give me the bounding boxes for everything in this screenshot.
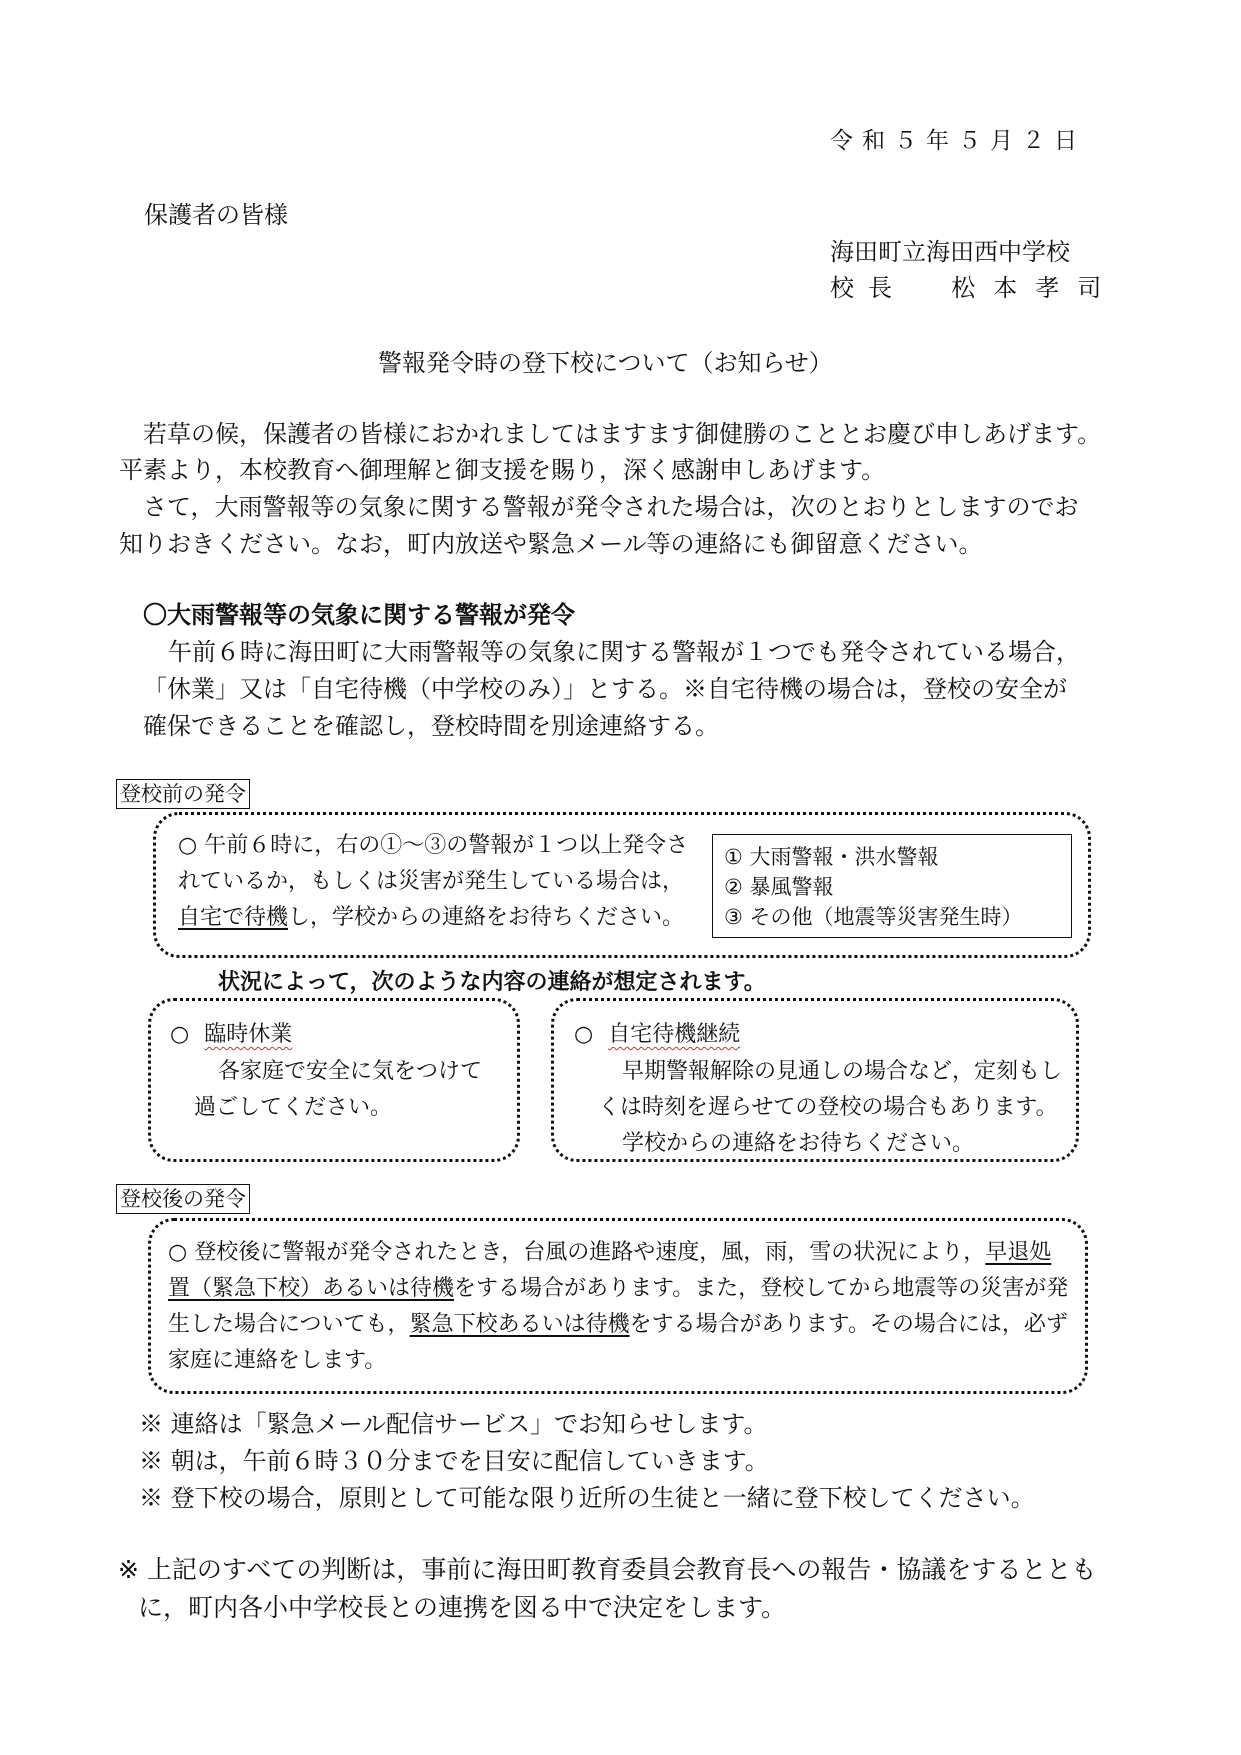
greeting-line-1: 若草の候，保護者の皆様におかれましてはますます御健勝のこととお慶び申しあげます。 [143,420,1102,448]
closure-title-text: 臨時休業 [204,1022,293,1047]
standby-marker: ○ [574,1022,594,1047]
after-school-label: 登校後の発令 [116,1184,250,1214]
document-date: 令和５年５月２日 [830,128,1086,154]
note-1: ※ 連絡は「緊急メール配信サービス」でお知らせします。 [139,1410,768,1438]
closure-line-1: 各家庭で安全に気をつけて [218,1059,483,1084]
note-2: ※ 朝は，午前６時３０分までを目安に配信していきます。 [139,1447,769,1475]
final-note-line-2: に，町内各小中学校長との連携を図る中で決定をします。 [138,1593,787,1622]
sender-principal [830,268,1119,303]
note-3: ※ 登下校の場合，原則として可能な限り近所の生徒と一緒に登下校してください。 [139,1484,1035,1512]
after-school-line-2-text: をする場合があります。また，登校してから地震等の災害が発 [454,1276,1069,1301]
section-heading: 〇大雨警報等の気象に関する警報が発令 [143,601,575,629]
recipient: 保護者の皆様 [144,201,288,229]
closure-title [170,1017,292,1048]
final-note-line-1: ※ 上記のすべての判断は，事前に海田町教育委員会教育長への報告・協議をするととも [118,1555,1097,1584]
standby-title-text: 自宅待機継続 [608,1022,741,1047]
section-line-1: 午前６時に海田町に大雨警報等の気象に関する警報が１つでも発令されている場合， [168,638,1080,666]
closure-marker: ○ [170,1022,190,1047]
warning-item-2: ② 暴風警報 [724,875,834,899]
sender-school: 海田町立海田西中学校 [830,238,1070,266]
after-school-line-2 [168,1271,1068,1302]
after-school-line-2-underlined: 置（緊急下校）あるいは待機 [168,1276,455,1301]
after-school-line-1 [168,1235,1051,1266]
greeting-line-4: 知りおきください。なお，町内放送や緊急メール等の連絡にも御留意ください。 [119,530,983,558]
standby-line-2: くは時刻を遅らせての登校の場合もあります。 [598,1095,1058,1120]
after-school-line-1-text: ○ 登校後に警報が発令されたとき，台風の進路や速度，風，雨，雪の状況により， [168,1240,986,1265]
before-school-line-3 [178,900,684,931]
before-school-label: 登校前の発令 [116,779,250,809]
warning-item-3: ③ その他（地震等災害発生時） [724,905,1023,929]
principal-title: 校長 [830,274,906,302]
before-school-line-3-rest: し，学校からの連絡をお待ちください。 [288,905,685,930]
standby-line-1: 早期警報解除の見通しの場合など，定刻もし [622,1059,1063,1084]
after-school-line-3-text-b: をする場合があります。その場合には，必ず [629,1312,1068,1337]
closure-line-2: 過ごしてください。 [194,1095,393,1120]
warning-item-1: ① 大雨警報・洪水警報 [724,845,939,869]
before-school-line-2: れているか，もしくは災害が発生している場合は， [178,869,685,894]
standby-title [574,1017,740,1048]
stay-home-underlined: 自宅で待機 [178,905,289,930]
situation-text: 状況によって，次のような内容の連絡が想定されます。 [218,970,766,995]
after-school-line-1-underlined: 早退処 [985,1240,1052,1265]
section-line-2: 「休業」又は「自宅待機（中学校のみ）」とする。※自宅待機の場合は，登校の安全が [143,675,1067,703]
greeting-line-3: さて，大雨警報等の気象に関する警報が発令された場合は，次のとおりとしますのでお [143,493,1079,521]
after-school-line-4: 家庭に連絡をします。 [168,1348,387,1373]
document-title: 警報発令時の登下校について（お知らせ） [378,349,833,377]
standby-line-3: 学校からの連絡をお待ちください。 [622,1131,975,1156]
after-school-line-3-text-a: 生した場合についても， [168,1312,410,1337]
after-school-line-3-underlined: 緊急下校あるいは待機 [409,1312,630,1337]
greeting-line-2: 平素より，本校教育へ御理解と御支援を賜り，深く感謝申しあげます。 [119,456,886,484]
principal-name: 松本孝司 [951,274,1120,302]
before-school-line-1: ○ 午前６時に，右の①～③の警報が１つ以上発令さ [178,833,689,858]
after-school-line-3 [168,1307,1068,1338]
section-line-3: 確保できることを確認し，登校時間を別途連絡する。 [143,712,719,740]
